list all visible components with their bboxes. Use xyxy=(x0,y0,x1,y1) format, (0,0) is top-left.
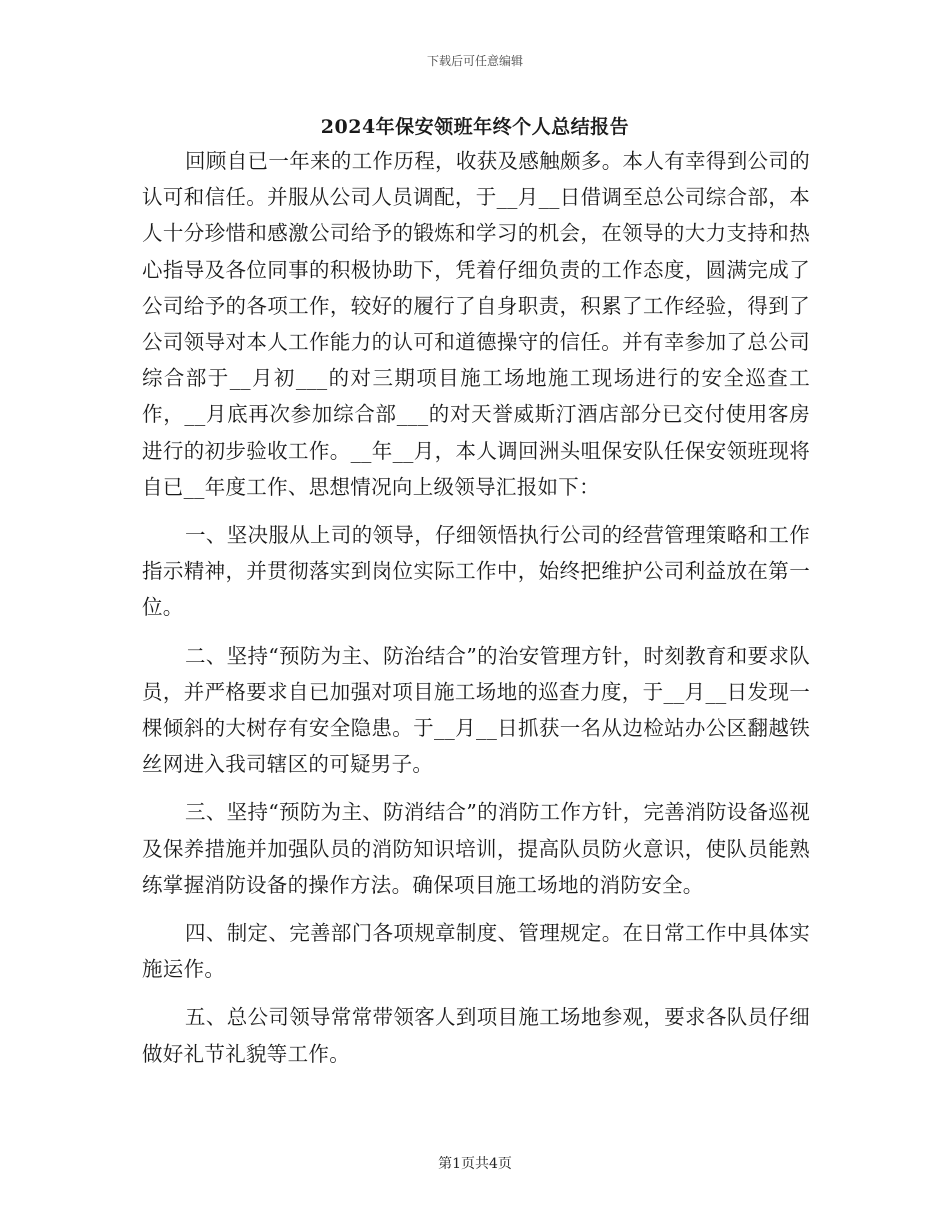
paragraph-item-2: 二、坚持“预防为主、防治结合”的治安管理方针，时刻教育和要求队员，并严格要求自已加强对项目施工场地的巡查力度，于__月__日发现一棵倾斜的大树存有安全隐患。于__月__日抓获一名从边检站办公区翻越铁丝网进入我司辖区的可疑男子。 xyxy=(142,643,810,777)
paragraph-item-4: 四、制定、完善部门各项规章制度、管理规定。在日常工作中具体实施运作。 xyxy=(142,921,810,982)
paragraph-item-5: 五、总公司领导常常带领客人到项目施工场地参观，要求各队员仔细做好礼节礼貌等工作。 xyxy=(142,1005,810,1066)
paragraph-item-3: 三、坚持“预防为主、防消结合”的消防工作方针，完善消防设备巡视及保养措施并加强队员的消防知识培训，提高队员防火意识，使队员能熟练掌握消防设备的操作方法。确保项目施工场地的消防安全。 xyxy=(142,800,810,897)
page-number: 第1页共4页 xyxy=(438,1156,512,1172)
document-title: 2024年保安领班年终个人总结报告 xyxy=(320,116,630,138)
paragraph-intro: 回顾自已一年来的工作历程，收获及感触颇多。本人有幸得到公司的认可和信任。并服从公司人员调配，于__月__日借调至总公司综合部，本人十分珍惜和感激公司给予的锻炼和学习的机会，在领导的大力支持和热心指导及各位同事的积极协助下，凭着仔细负责的工作态度，圆满完成了公司给予的各项工作，较好的履行了自身职责，积累了工作经验，得到了公司领导对本人工作能力的认可和道德操守的信任。并有幸参加了总公司综合部于__月初___的对三期项目施工场地施工现场进行的安全巡查工作，__月底再次参加综合部___的对天誉威斯汀酒店部分已交付使用客房进行的初步验收工作。__年__月，本人调回洲头咀保安队任保安领班现将自已__年度工作、思想情况向上级领导汇报如下： xyxy=(142,149,810,499)
paragraph-item-1: 一、坚决服从上司的领导，仔细领悟执行公司的经营管理策略和工作指示精神，并贯彻落实到岗位实际工作中，始终把维护公司利益放在第一位。 xyxy=(142,523,810,620)
document-body xyxy=(142,143,810,1072)
page-header-note: 下载后可任意编辑 xyxy=(426,54,523,68)
